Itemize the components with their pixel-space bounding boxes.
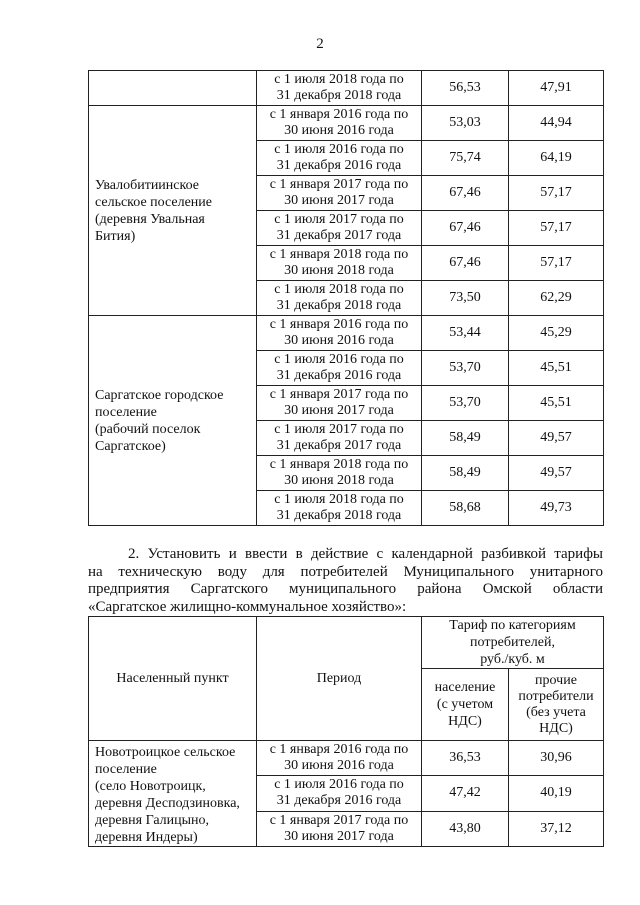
paragraph-line: предприятия Саргатского муниципального района Омской области — [88, 581, 603, 597]
other-tariff: 37,12 — [509, 811, 604, 846]
period-cell: с 1 июля 2018 года по 31 декабря 2018 года — [257, 71, 422, 106]
table-row — [89, 106, 604, 141]
population-tariff: 73,50 — [422, 281, 509, 316]
other-tariff: 49,57 — [509, 456, 604, 491]
page-number: 2 — [316, 36, 324, 52]
settlement-novotroitskoe: Новотроицкое сельское поселение (село Новотроицк, деревня Десподзиновка, деревня Галицыно, деревня Индеры) — [89, 741, 257, 847]
period-cell: с 1 июля 2016 года по 31 декабря 2016 года — [257, 141, 422, 176]
other-tariff: 57,17 — [509, 246, 604, 281]
period-cell: с 1 января 2018 года по 30 июня 2018 года — [257, 246, 422, 281]
population-tariff: 58,49 — [422, 421, 509, 456]
population-tariff: 67,46 — [422, 211, 509, 246]
period-cell: с 1 января 2016 года по 30 июня 2016 года — [257, 741, 422, 776]
header-tariff: Тариф по категориям потребителей, руб./куб. м — [422, 617, 604, 669]
other-tariff: 57,17 — [509, 176, 604, 211]
header-population: население (с учетом НДС) — [422, 669, 509, 741]
other-tariff: 45,51 — [509, 351, 604, 386]
population-tariff: 53,70 — [422, 351, 509, 386]
other-tariff: 47,91 — [509, 71, 604, 106]
technical-water-tariff-table — [88, 616, 604, 847]
population-tariff: 53,03 — [422, 106, 509, 141]
table-row — [89, 741, 604, 776]
other-tariff: 57,17 — [509, 211, 604, 246]
population-tariff: 43,80 — [422, 811, 509, 846]
population-tariff: 47,42 — [422, 776, 509, 811]
tariff-table-continued — [88, 70, 604, 526]
other-tariff: 64,19 — [509, 141, 604, 176]
population-tariff: 75,74 — [422, 141, 509, 176]
header-period: Период — [257, 617, 422, 741]
table-row — [89, 316, 604, 351]
other-tariff: 44,94 — [509, 106, 604, 141]
other-tariff: 62,29 — [509, 281, 604, 316]
paragraph-line: на техническую воду для потребителей Муниципального унитарного — [88, 563, 603, 580]
population-tariff: 56,53 — [422, 71, 509, 106]
period-cell: с 1 июля 2016 года по 31 декабря 2016 года — [257, 776, 422, 811]
settlement-sargatskoe: Саргатское городское поселение (рабочий поселок Саргатское) — [89, 316, 257, 526]
header-settlement: Населенный пункт — [89, 617, 257, 741]
other-tariff: 49,57 — [509, 421, 604, 456]
population-tariff: 53,44 — [422, 316, 509, 351]
other-tariff: 30,96 — [509, 741, 604, 776]
header-row — [89, 617, 604, 669]
other-tariff: 49,73 — [509, 491, 604, 526]
population-tariff: 58,68 — [422, 491, 509, 526]
population-tariff: 36,53 — [422, 741, 509, 776]
population-tariff: 58,49 — [422, 456, 509, 491]
settlement-uvalobitiinskoe: Увалобитиинское сельское поселение (деревня Увальная Бития) — [89, 106, 257, 316]
period-cell: с 1 июля 2018 года по 31 декабря 2018 года — [257, 491, 422, 526]
paragraph-line: «Саргатское жилищно-коммунальное хозяйство»: — [88, 598, 407, 615]
population-tariff: 67,46 — [422, 176, 509, 211]
period-cell: с 1 января 2016 года по 30 июня 2016 года — [257, 106, 422, 141]
period-cell: с 1 июля 2018 года по 31 декабря 2018 года — [257, 281, 422, 316]
population-tariff: 67,46 — [422, 246, 509, 281]
period-cell: с 1 июля 2017 года по 31 декабря 2017 года — [257, 421, 422, 456]
period-cell: с 1 января 2017 года по 30 июня 2017 года — [257, 176, 422, 211]
period-cell: с 1 июля 2017 года по 31 декабря 2017 года — [257, 211, 422, 246]
other-tariff: 45,51 — [509, 386, 604, 421]
population-tariff: 53,70 — [422, 386, 509, 421]
table-row — [89, 71, 604, 106]
period-cell: с 1 января 2018 года по 30 июня 2018 года — [257, 456, 422, 491]
settlement-cell-empty — [89, 71, 257, 106]
paragraph-item-2 — [88, 546, 603, 616]
period-cell: с 1 января 2016 года по 30 июня 2016 года — [257, 316, 422, 351]
header-other-consumers: прочие потребители (без учета НДС) — [509, 669, 604, 741]
period-cell: с 1 января 2017 года по 30 июня 2017 года — [257, 811, 422, 846]
other-tariff: 40,19 — [509, 776, 604, 811]
period-cell: с 1 января 2017 года по 30 июня 2017 года — [257, 386, 422, 421]
other-tariff: 45,29 — [509, 316, 604, 351]
paragraph-line: 2. Установить и ввести в действие с календарной разбивкой тарифы — [128, 546, 603, 562]
period-cell: с 1 июля 2016 года по 31 декабря 2016 года — [257, 351, 422, 386]
